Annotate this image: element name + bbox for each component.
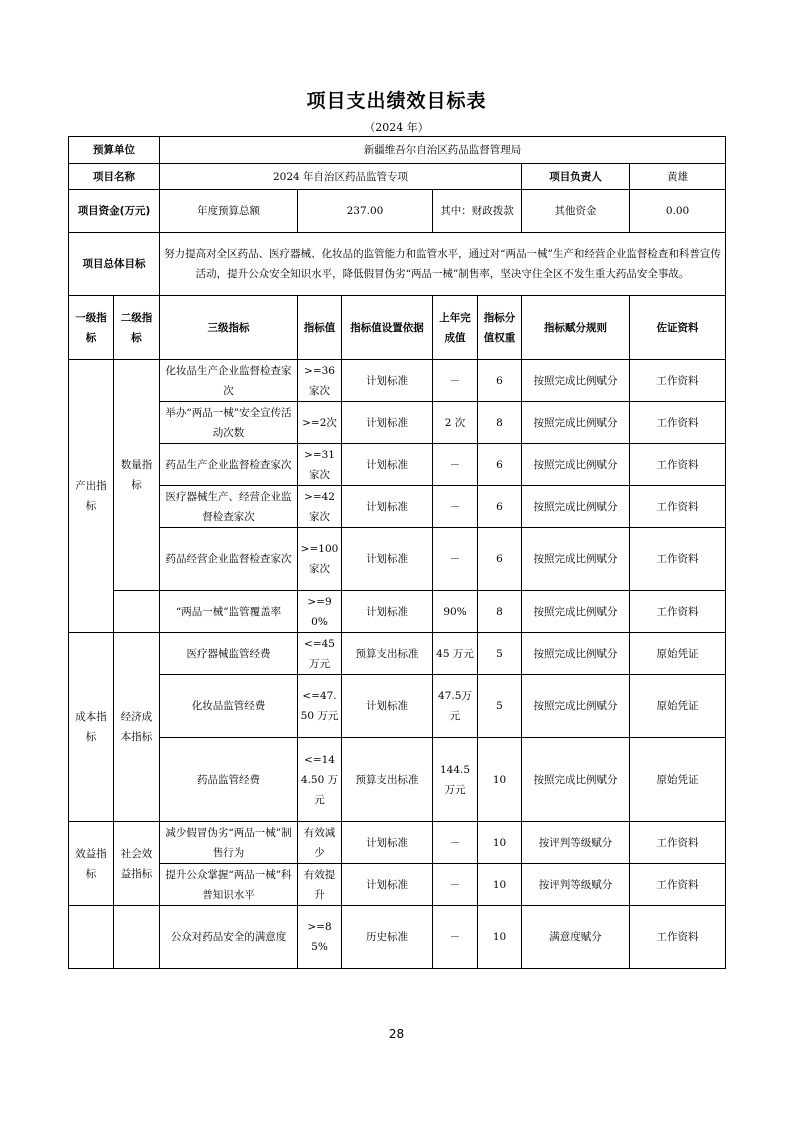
weight-cell: 6 (478, 486, 522, 528)
evidence-cell: 工作资料 (630, 822, 726, 864)
value-cell: >=42家次 (298, 486, 342, 528)
subgroup-quantity: 数量指标 (114, 360, 160, 591)
year-label: （2024 年） (364, 121, 429, 134)
rule-cell: 按照完成比例赋分 (522, 591, 630, 633)
rule-cell: 按照完成比例赋分 (522, 360, 630, 402)
basis-cell: 计划标准 (342, 675, 433, 738)
evidence-cell: 工作资料 (630, 402, 726, 444)
header-rule: 指标赋分规则 (522, 296, 630, 360)
rule-cell: 按照完成比例赋分 (522, 528, 630, 591)
basis-cell: 计划标准 (342, 444, 433, 486)
rule-cell: 按评判等级赋分 (522, 822, 630, 864)
value-cell: 有效提升 (298, 864, 342, 906)
weight-cell: 10 (478, 864, 522, 906)
last-year-cell: － (433, 822, 478, 864)
header-last-year: 上年完成值 (433, 296, 478, 360)
rule-cell: 按照完成比例赋分 (522, 633, 630, 675)
subgroup-social-benefit: 社会效益指标 (114, 822, 160, 906)
basis-cell: 计划标准 (342, 864, 433, 906)
project-name-row (69, 164, 726, 190)
basis-cell: 预算支出标准 (342, 738, 433, 822)
indicator-cell: 药品生产企业监督检查家次 (160, 444, 298, 486)
header-basis: 指标值设置依据 (342, 296, 433, 360)
last-year-cell: － (433, 906, 478, 969)
basis-cell: 计划标准 (342, 822, 433, 864)
fiscal-allocation-label: 其中：财政拨款 (433, 190, 522, 233)
indicator-cell: 药品监管经费 (160, 738, 298, 822)
value-cell: <=47.50 万元 (298, 675, 342, 738)
last-year-cell: － (433, 864, 478, 906)
evidence-cell: 工作资料 (630, 906, 726, 969)
subgroup-empty (114, 591, 160, 633)
indicator-cell: 公众对药品安全的满意度 (160, 906, 298, 969)
indicator-cell: 提升公众掌握“两品一械”科普知识水平 (160, 864, 298, 906)
last-year-cell: － (433, 444, 478, 486)
weight-cell: 10 (478, 738, 522, 822)
annual-total-label: 年度预算总额 (160, 190, 298, 233)
weight-cell: 10 (478, 906, 522, 969)
subgroup-economic-cost: 经济成本指标 (114, 633, 160, 822)
table-row (69, 906, 726, 969)
header-level3: 三级指标 (160, 296, 298, 360)
value-cell: <=45万元 (298, 633, 342, 675)
evidence-cell: 工作资料 (630, 444, 726, 486)
last-year-cell: － (433, 360, 478, 402)
last-year-cell: 90% (433, 591, 478, 633)
annual-total-value: 237.00 (298, 190, 433, 233)
evidence-cell: 原始凭证 (630, 633, 726, 675)
last-year-cell: － (433, 486, 478, 528)
weight-cell: 5 (478, 675, 522, 738)
basis-cell: 预算支出标准 (342, 633, 433, 675)
overall-goal-value: 努力提高对全区药品、医疗器械、化妆品的监管能力和监管水平，通过对“两品一械”生产和经营企业监督检查和科普宣传活动，提升公众安全知识水平，降低假冒伪劣“两品一械”制售率，坚决守住全区不发生重大药品安全事故。 (160, 233, 726, 296)
evidence-cell: 工作资料 (630, 486, 726, 528)
value-cell: >=2次 (298, 402, 342, 444)
rule-cell: 按评判等级赋分 (522, 864, 630, 906)
table-row (69, 528, 726, 591)
project-leader-label: 项目负责人 (522, 164, 630, 190)
subgroup-empty (114, 906, 160, 969)
basis-cell: 计划标准 (342, 486, 433, 528)
table-row (69, 486, 726, 528)
header-level2: 二级指标 (114, 296, 160, 360)
table-row (69, 591, 726, 633)
project-name-value: 2024 年自治区药品监管专项 (160, 164, 522, 190)
rule-cell: 按照完成比例赋分 (522, 444, 630, 486)
table-row (69, 402, 726, 444)
basis-cell: 计划标准 (342, 360, 433, 402)
evidence-cell: 工作资料 (630, 528, 726, 591)
weight-cell: 6 (478, 528, 522, 591)
indicator-cell: 医疗器械生产、经营企业监督检查家次 (160, 486, 298, 528)
weight-cell: 6 (478, 360, 522, 402)
basis-cell: 计划标准 (342, 402, 433, 444)
basis-cell: 计划标准 (342, 591, 433, 633)
table-row (69, 444, 726, 486)
value-cell: >=36家次 (298, 360, 342, 402)
overall-goal-row (69, 233, 726, 296)
last-year-cell: 45 万元 (433, 633, 478, 675)
evidence-cell: 工作资料 (630, 360, 726, 402)
last-year-cell: 144.5万元 (433, 738, 478, 822)
indicator-cell: 化妆品监管经费 (160, 675, 298, 738)
indicator-cell: “两品一械”监管覆盖率 (160, 591, 298, 633)
other-funds-label: 其他资金 (522, 190, 630, 233)
budget-unit-label: 预算单位 (69, 137, 160, 164)
table-row (69, 738, 726, 822)
table-row (69, 360, 726, 402)
value-cell: >=90% (298, 591, 342, 633)
budget-unit-row (69, 137, 726, 164)
group-empty (69, 906, 114, 969)
table-header-row (69, 296, 726, 360)
value-cell: >=31家次 (298, 444, 342, 486)
indicator-cell: 医疗器械监管经费 (160, 633, 298, 675)
value-cell: >=100家次 (298, 528, 342, 591)
basis-cell: 历史标准 (342, 906, 433, 969)
table-row (69, 822, 726, 864)
project-leader-value: 黄雄 (630, 164, 726, 190)
indicator-cell: 药品经营企业监督检查家次 (160, 528, 298, 591)
indicator-cell: 减少假冒伪劣“两品一械”制售行为 (160, 822, 298, 864)
evidence-cell: 工作资料 (630, 864, 726, 906)
other-funds-value: 0.00 (630, 190, 726, 233)
indicator-cell: 举办“两品一械”安全宣传活动次数 (160, 402, 298, 444)
evidence-cell: 原始凭证 (630, 675, 726, 738)
header-weight: 指标分值权重 (478, 296, 522, 360)
weight-cell: 8 (478, 402, 522, 444)
last-year-cell: 47.5万元 (433, 675, 478, 738)
table-row (69, 633, 726, 675)
weight-cell: 6 (478, 444, 522, 486)
table-row (69, 675, 726, 738)
basis-cell: 计划标准 (342, 528, 433, 591)
table-row (69, 864, 726, 906)
evidence-cell: 原始凭证 (630, 738, 726, 822)
page-number: 28 (388, 1027, 405, 1041)
overall-goal-label: 项目总体目标 (69, 233, 160, 296)
last-year-cell: 2 次 (433, 402, 478, 444)
value-cell: 有效减少 (298, 822, 342, 864)
group-output: 产出指标 (69, 360, 114, 633)
project-funds-label: 项目资金(万元) (69, 190, 160, 233)
header-value: 指标值 (298, 296, 342, 360)
rule-cell: 按照完成比例赋分 (522, 486, 630, 528)
header-evidence: 佐证资料 (630, 296, 726, 360)
value-cell: <=144.50 万元 (298, 738, 342, 822)
weight-cell: 10 (478, 822, 522, 864)
page-title: 项目支出绩效目标表 (306, 90, 487, 112)
header-level1: 一级指标 (69, 296, 114, 360)
value-cell: >=85% (298, 906, 342, 969)
performance-table (68, 136, 726, 969)
project-name-label: 项目名称 (69, 164, 160, 190)
last-year-cell: － (433, 528, 478, 591)
rule-cell: 满意度赋分 (522, 906, 630, 969)
budget-unit-value: 新疆维吾尔自治区药品监督管理局 (160, 137, 726, 164)
rule-cell: 按照完成比例赋分 (522, 675, 630, 738)
group-benefit: 效益指标 (69, 822, 114, 906)
evidence-cell: 工作资料 (630, 591, 726, 633)
rule-cell: 按照完成比例赋分 (522, 402, 630, 444)
weight-cell: 8 (478, 591, 522, 633)
rule-cell: 按照完成比例赋分 (522, 738, 630, 822)
indicator-cell: 化妆品生产企业监督检查家次 (160, 360, 298, 402)
group-cost: 成本指标 (69, 633, 114, 822)
project-funds-row (69, 190, 726, 233)
weight-cell: 5 (478, 633, 522, 675)
